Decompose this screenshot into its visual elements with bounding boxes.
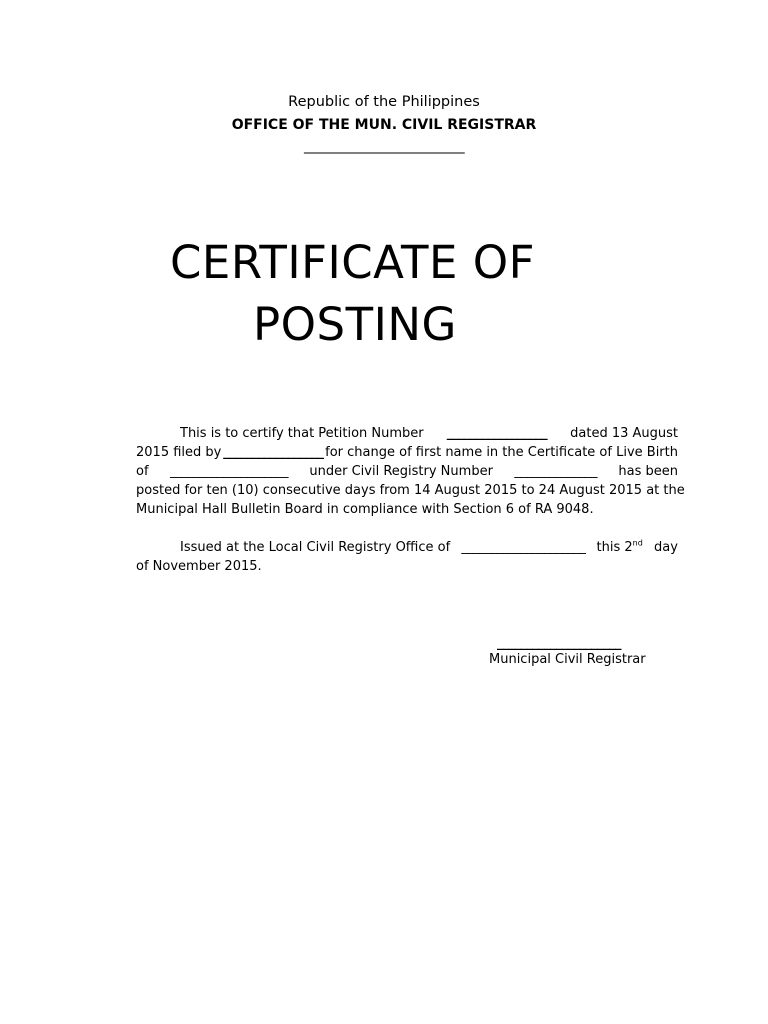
paragraph-line: [136, 462, 678, 481]
paragraph-line: [136, 443, 678, 462]
header-republic: Republic of the Philippines: [288, 94, 480, 110]
text-segment: day: [654, 540, 678, 555]
paragraph-line: [136, 500, 678, 519]
text-segment: [136, 424, 424, 443]
registry-office-blank: _____________________: [461, 540, 586, 555]
text-segment: of November 2015.: [136, 559, 262, 574]
text-segment: 2015 filed by: [136, 445, 222, 460]
paragraph-line: [136, 481, 685, 500]
text-segment: under Civil Registry Number: [309, 464, 493, 479]
certificate-title-line2: POSTING: [253, 298, 457, 351]
text-segment: dated 13 August: [570, 426, 678, 441]
text-segment: Issued at the Local Civil Registry Office of: [180, 540, 451, 555]
signature-line: _____________________: [497, 636, 621, 651]
paragraph-line: [136, 424, 678, 443]
header-office: OFFICE OF THE MUN. CIVIL REGISTRAR: [231, 117, 537, 133]
ordinal-suffix: nd: [632, 538, 643, 548]
paragraph-line: [136, 538, 678, 557]
person-name-blank: ____________________: [169, 464, 288, 479]
paragraph-line: [136, 557, 678, 576]
header-underline: _________________________: [303, 138, 464, 154]
certificate-title-line1: CERTIFICATE OF: [170, 236, 536, 289]
text-segment: This is to certify that Petition Number: [180, 426, 424, 441]
text-segment: this 2: [596, 540, 633, 555]
certification-paragraph: [136, 424, 685, 519]
issuance-paragraph: [136, 538, 678, 576]
signatory-title: Municipal Civil Registrar: [489, 652, 646, 667]
petition-number-blank: _________________: [446, 426, 548, 441]
text-segment: of: [136, 464, 149, 479]
text-segment: [597, 538, 643, 557]
filer-name-blank: _________________: [223, 445, 324, 460]
text-segment: has been: [618, 464, 678, 479]
text-segment: Municipal Hall Bulletin Board in compliance with Section 6 of RA 9048.: [136, 502, 594, 517]
text-segment: [136, 538, 450, 557]
registry-number-blank: ______________: [514, 464, 597, 479]
text-segment: for change of first name in the Certificate of Live Birth: [325, 445, 678, 460]
text-segment: posted for ten (10) consecutive days from 14 August 2015 to 24 August 2015 at the: [136, 483, 685, 498]
